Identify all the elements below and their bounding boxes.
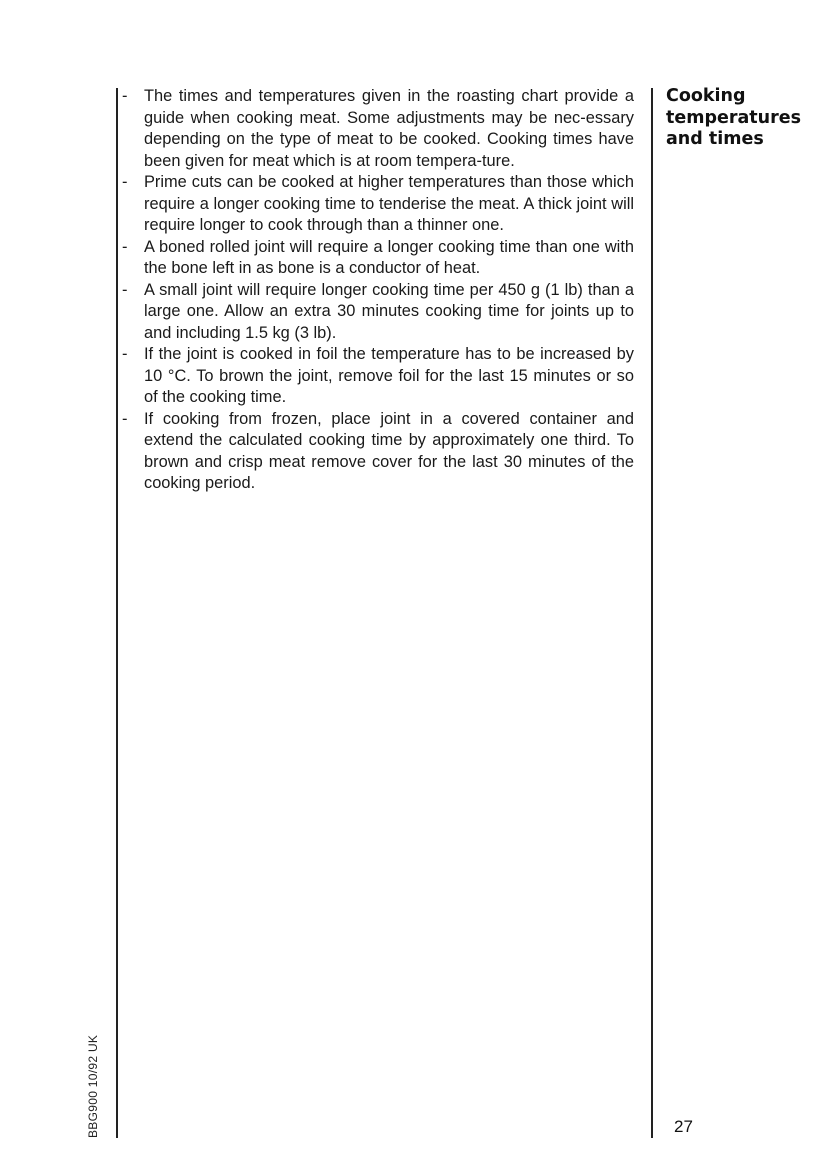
bullet-dash: -: [122, 87, 128, 105]
list-item: [122, 172, 634, 237]
list-item: [122, 409, 634, 495]
bullet-dash: -: [122, 280, 128, 299]
list-item: [122, 280, 634, 345]
heading-line: temperatures: [666, 107, 802, 128]
paragraph-text: The times and temperatures given in the roasting chart provide a guide when cooking meat. Some adjustments may be nec-essary depending on the type of meat to be cooked. Cooking times have been given for meat which is at room tempera-ture.: [144, 87, 634, 170]
heading-line: and times: [666, 129, 764, 149]
instruction-list: [122, 86, 634, 495]
section-heading: [666, 86, 836, 151]
bullet-dash: -: [122, 237, 128, 256]
paragraph-text: A boned rolled joint will require a longer cooking time than one with the bone left in as bone is a conductor of heat.: [144, 237, 634, 277]
document-code: BBG900 10/92 UK: [86, 1034, 100, 1138]
list-item: [122, 237, 634, 280]
heading-line: Cooking: [666, 86, 746, 106]
right-column-rule: [651, 88, 653, 1138]
bullet-dash: -: [122, 345, 128, 363]
paragraph-text: If the joint is cooked in foil the temperature has to be increased by 10 °C. To brown the joint, remove foil for the last 15 minutes or so of the cooking time.: [144, 345, 634, 406]
left-column-rule: [116, 88, 118, 1138]
paragraph-text: A small joint will require longer cooking time per 450 g (1 lb) than a large one. Allow an extra 30 minutes cooking time for joints up to and including 1.5 kg (3 lb).: [144, 280, 634, 342]
bullet-dash: -: [122, 409, 128, 428]
bullet-dash: -: [122, 173, 128, 191]
paragraph-text: Prime cuts can be cooked at higher temperatures than those which require a longer cooking time to tenderise the meat. A thick joint will require longer to cook through than a thinner one.: [144, 173, 634, 234]
list-item: [122, 344, 634, 409]
list-item: [122, 86, 634, 172]
paragraph-text: If cooking from frozen, place joint in a covered container and extend the calculated cooking time by approximately one third. To brown and crisp meat remove cover for the last 30 minutes of the cooking period.: [144, 409, 634, 492]
page-number: 27: [674, 1117, 693, 1136]
